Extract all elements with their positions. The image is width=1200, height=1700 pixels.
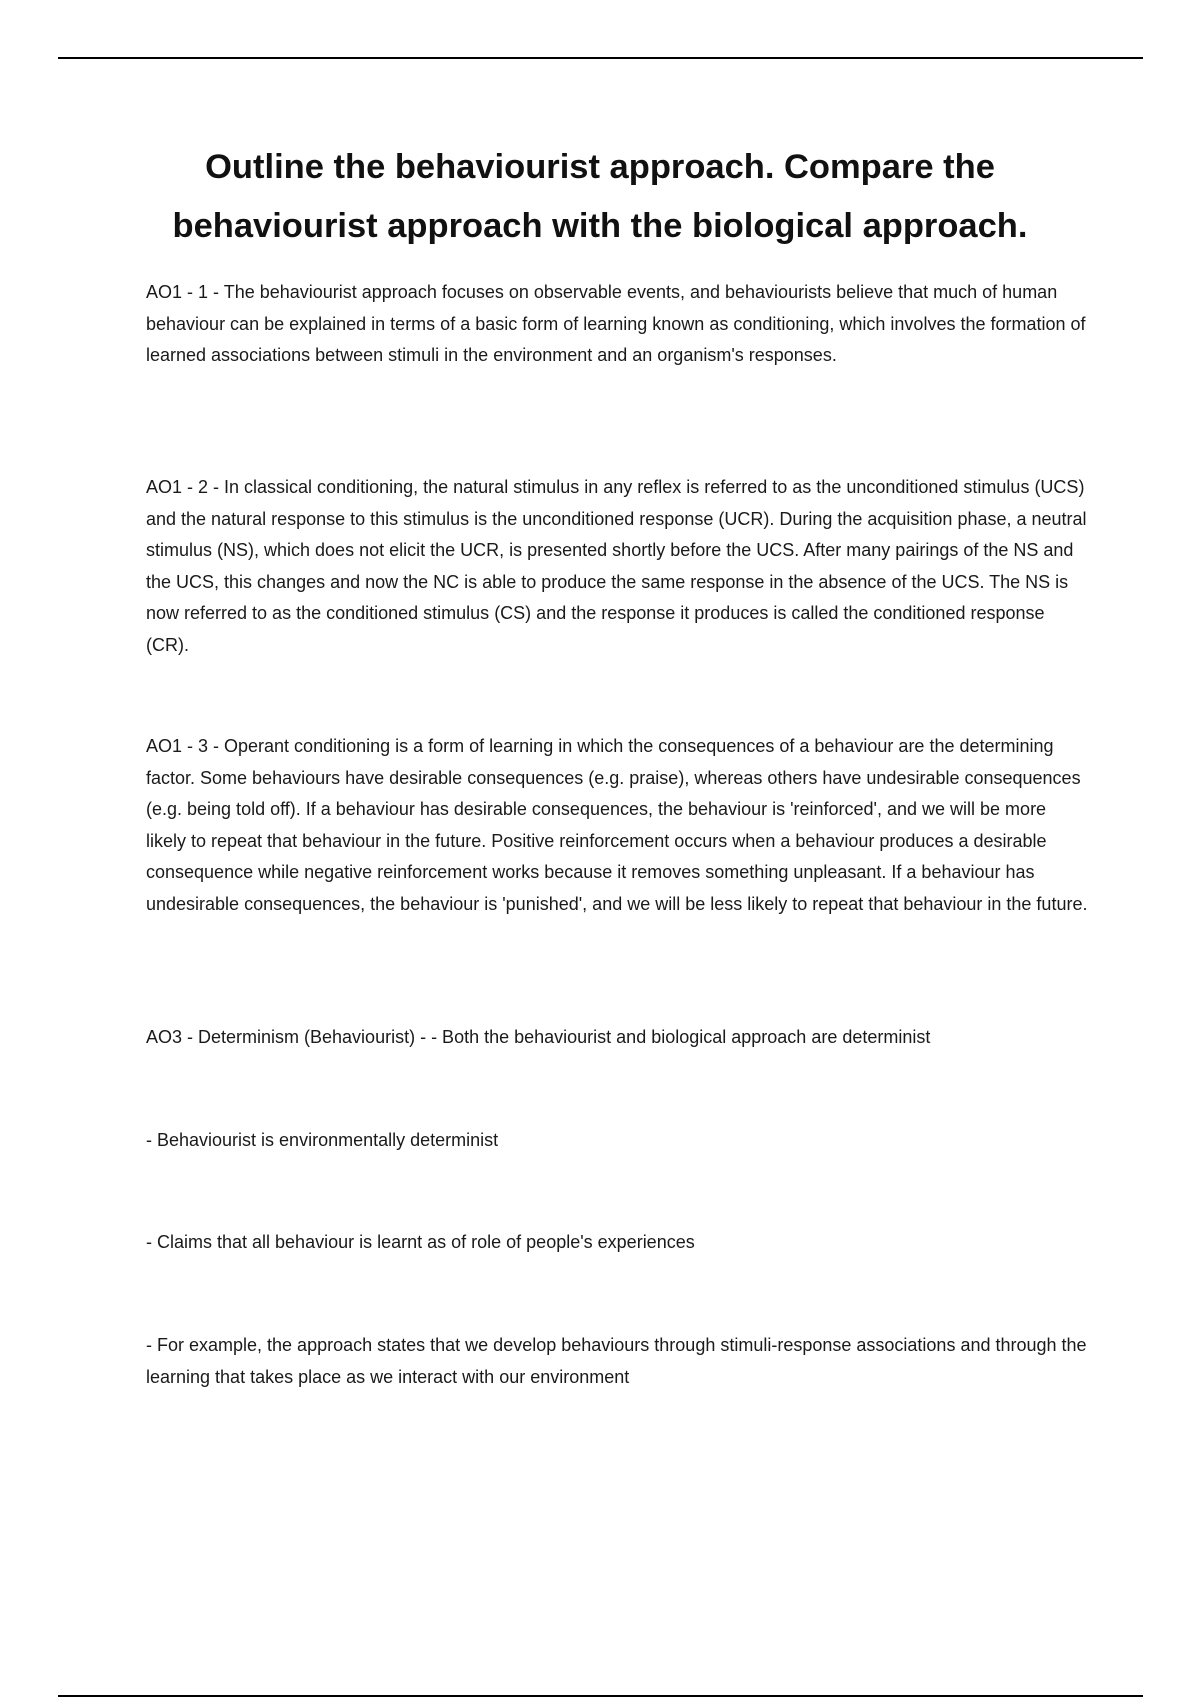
bullet-environmentally-determinist: - Behaviourist is environmentally determinist	[146, 1130, 499, 1150]
top-rule	[58, 57, 1143, 59]
bullet-example-stimuli-response: - For example, the approach states that we develop behaviours through stimuli-response associations and through the learning that takes place as we interact with our environment	[146, 1335, 1087, 1387]
paragraph-ao3-determinism: AO3 - Determinism (Behaviourist) - - Both the behaviourist and biological approach are determinist	[146, 1027, 931, 1047]
paragraph-ao1-1: AO1 - 1 - The behaviourist approach focuses on observable events, and behaviourists believe that much of human behaviour can be explained in terms of a basic form of learning known as conditioning, which involves the formation of learned associations between stimuli in the environment and an organism's responses.	[146, 282, 1086, 366]
paragraph-ao1-2: AO1 - 2 - In classical conditioning, the natural stimulus in any reflex is referred to as the unconditioned stimulus (UCS) and the natural response to this stimulus is the unconditioned response (UCR). During the acquisition phase, a neutral stimulus (NS), which does not elicit the UCR, is presented shortly before the UCS. After many pairings of the NS and the UCS, this changes and now the NC is able to produce the same response in the absence of the UCS. The NS is now referred to as the conditioned stimulus (CS) and the response it produces is called the conditioned response (CR).	[146, 477, 1087, 655]
bullet-behaviour-learnt: - Claims that all behaviour is learnt as of role of people's experiences	[146, 1232, 695, 1252]
paragraph-ao1-3: AO1 - 3 - Operant conditioning is a form of learning in which the consequences of a behaviour are the determining factor. Some behaviours have desirable consequences (e.g. praise), whereas others have undesirable consequences (e.g. being told off). If a behaviour has desirable consequences, the behaviour is 'reinforced', and we will be more likely to repeat that behaviour in the future. Positive reinforcement occurs when a behaviour produces a desirable consequence while negative reinforcement works because it removes something unpleasant. If a behaviour has undesirable consequences, the behaviour is 'punished', and we will be less likely to repeat that behaviour in the future.	[146, 736, 1088, 914]
bottom-rule	[58, 1695, 1143, 1697]
document-title: Outline the behaviourist approach. Compare the behaviourist approach with the biological approach.	[172, 148, 1028, 245]
